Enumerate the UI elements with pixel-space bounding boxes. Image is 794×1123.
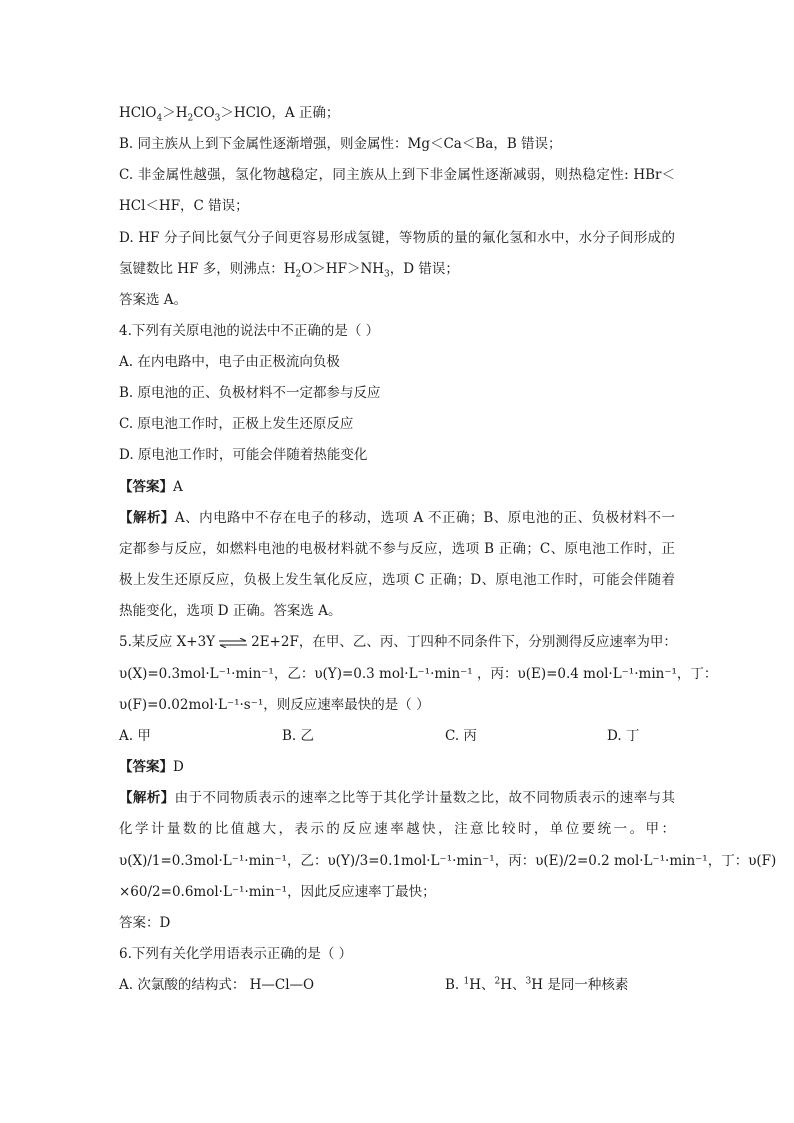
- q5-final-answer: 答案：D: [119, 915, 171, 931]
- q6-option-b: B. $^1$H、$^2$H、$^3$H 是同一种核素: [445, 976, 629, 993]
- q5-analysis-1: 【解析】由于不同物质表示的速率之比等于其化学计量数之比，故不同物质表示的速率与其: [119, 790, 676, 806]
- q4-option-b: B. 原电池的正、负极材料不一定都参与反应: [119, 385, 381, 401]
- q3-option-c-explanation-1: C. 非金属性越强，氢化物越稳定，同主族从上到下非金属性逐渐减弱，则热稳定性: HBr＜: [119, 167, 675, 183]
- q4-analysis-3: 极上发生还原反应，负极上发生氧化反应，选项 C 正确；D、原电池工作时，可能会伴随着: [119, 572, 675, 588]
- q4-option-d: D. 原电池工作时，可能会伴随着热能变化: [119, 447, 368, 463]
- q3-option-c-explanation-2: HCl＜HF，C 错误；: [119, 198, 249, 214]
- q5-analysis-4: ×60/2=0.6mol·L⁻¹·min⁻¹，因此反应速率丁最快；: [119, 884, 436, 900]
- equilibrium-arrows-icon: [218, 638, 248, 648]
- q4-option-a: A. 在内电路中，电子由正极流向负极: [119, 354, 340, 370]
- q5-analysis-2: 化学计量数的比值越大，表示的反应速率越快，注意比较时，单位要统一。甲：: [119, 821, 675, 837]
- q4-analysis-1: 【解析】A、内电路中不存在电子的移动，选项 A 不正确；B、原电池的正、负极材料不一: [119, 510, 675, 526]
- q5-option-d: D. 丁: [607, 728, 640, 744]
- q6-option-a: A. 次氯酸的结构式： H—Cl—O: [119, 977, 315, 993]
- q3-option-d-explanation-1: D. HF 分子间比氨气分子间更容易形成氢键，等物质的量的氟化氢和水中，水分子间形成的: [119, 230, 675, 246]
- q4-answer: 【答案】A: [119, 479, 183, 495]
- q3-acid-order-line: $HClO_4>H_2CO_3>HClO$，A 正确；: [119, 105, 340, 124]
- q6-stem: 6.下列有关化学用语表示正确的是（ ）: [119, 946, 353, 962]
- q5-option-c: C. 丙: [445, 728, 477, 744]
- q4-option-c: C. 原电池工作时，正极上发生还原反应: [119, 416, 354, 432]
- q3-option-b-explanation: B. 同主族从上到下金属性逐渐增强，则金属性：Mg＜Ca＜Ba，B 错误；: [119, 136, 562, 152]
- q5-option-a: A. 甲: [119, 728, 151, 744]
- q5-rates-line: υ(X)=0.3mol·L⁻¹·min⁻¹，乙：υ(Y)=0.3 mol·L⁻¹·min⁻¹ ，丙：υ(E)=0.4 mol·L⁻¹·min⁻¹，丁：: [119, 666, 718, 682]
- q5-analysis-3: υ(X)/1=0.3mol·L⁻¹·min⁻¹，乙：υ(Y)/3=0.1mol·L⁻¹·min⁻¹，丙：υ(E)/2=0.2 mol·L⁻¹·min⁻¹，丁：υ(F): [119, 853, 777, 869]
- q5-stem: 5.某反应 X+3Y 2E+2F，在甲、乙、丙、丁四种不同条件下，分别测得反应速率为甲：: [119, 634, 677, 650]
- q4-stem: 4.下列有关原电池的说法中不正确的是（ ）: [119, 323, 380, 339]
- q3-option-d-explanation-2: 氢键数比 HF 多，则沸点：$H_2O>HF>NH_3$，D 错误；: [119, 261, 459, 280]
- q5-answer: 【答案】D: [119, 759, 184, 775]
- q4-analysis-2: 定都参与反应，如燃料电池的电极材料就不参与反应，选项 B 正确；C、原电池工作时，正: [119, 541, 675, 557]
- q5-question-line: υ(F)=0.02mol·L⁻¹·s⁻¹，则反应速率最快的是（ ）: [119, 697, 430, 713]
- q5-option-b: B. 乙: [282, 728, 315, 744]
- q3-answer-choice: 答案选 A。: [119, 292, 188, 308]
- q4-analysis-4: 热能变化，选项 D 正确。答案选 A。: [119, 603, 342, 619]
